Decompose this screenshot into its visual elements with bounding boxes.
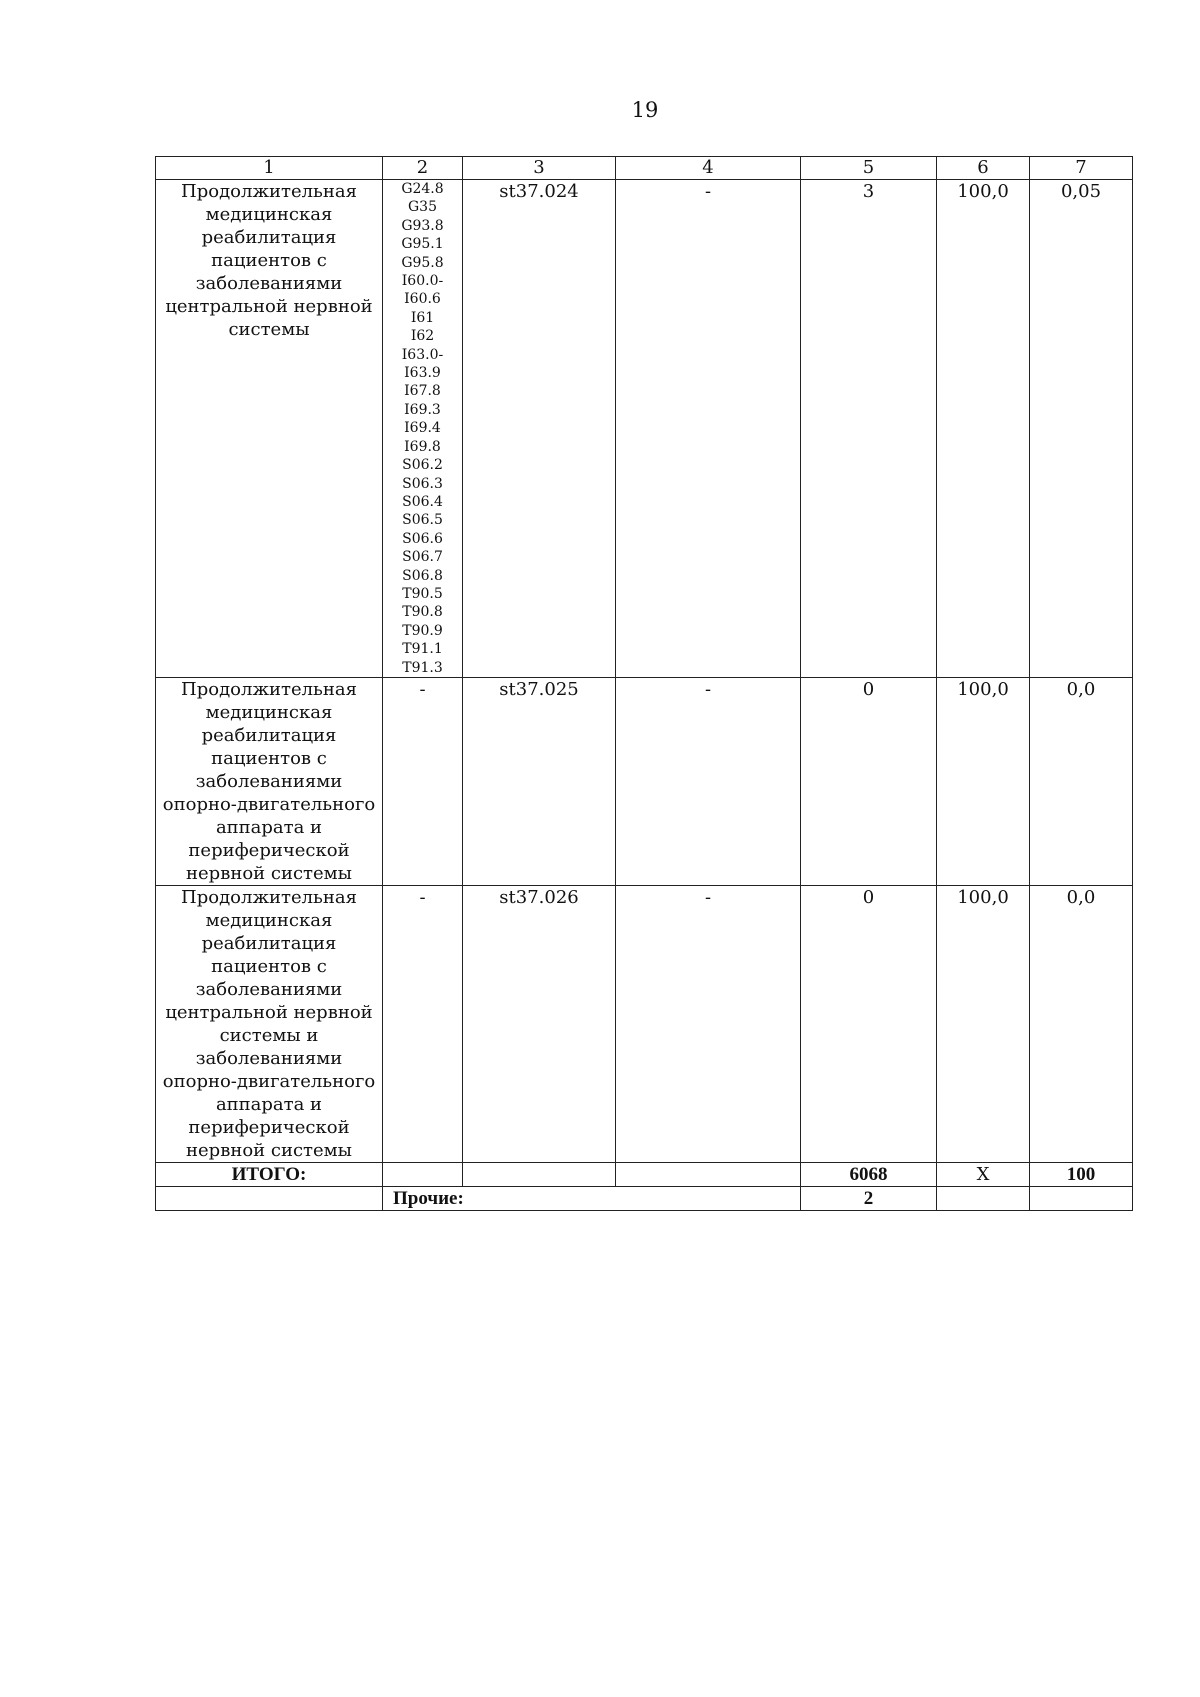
- col5-cell: 0: [801, 677, 937, 885]
- page-number: 19: [631, 98, 659, 122]
- header-cell: 6: [937, 157, 1030, 180]
- tariff-table: [155, 156, 1133, 1211]
- table-row: [156, 885, 1133, 1162]
- other-col5: 2: [801, 1186, 937, 1210]
- ksg-code-cell: st37.024: [463, 180, 616, 678]
- empty-cell: [463, 1162, 616, 1186]
- header-cell: 2: [383, 157, 463, 180]
- other-row: [156, 1186, 1133, 1210]
- col7-cell: 0,0: [1030, 677, 1133, 885]
- header-cell: 4: [616, 157, 801, 180]
- table-row: [156, 677, 1133, 885]
- col7-cell: 0,0: [1030, 885, 1133, 1162]
- header-cell: 5: [801, 157, 937, 180]
- empty-cell: [1030, 1186, 1133, 1210]
- col6-cell: 100,0: [937, 180, 1030, 678]
- empty-cell: [156, 1186, 383, 1210]
- profile-name-cell: Продолжительная медицинская реабилитация пациентов с заболеваниями опорно-двигательного аппарата и периферической нервной системы: [156, 677, 383, 885]
- header-row: [156, 157, 1133, 180]
- col6-cell: 100,0: [937, 885, 1030, 1162]
- profile-name-cell: Продолжительная медицинская реабилитация пациентов с заболеваниями центральной нервной системы: [156, 180, 383, 678]
- total-col6: Х: [937, 1162, 1030, 1186]
- diagnosis-codes-cell: G24.8 G35 G93.8 G95.1 G95.8 I60.0- I60.6 I61 I62 I63.0- I63.9 I67.8 I69.3 I69.4 I69.8 S06.2 S06.3 S06.4 S06.5 S06.6 S06.7 S06.8 T90.5 T90.8 T90.9 T91.1 T91.3: [383, 180, 463, 678]
- ksg-code-cell: st37.025: [463, 677, 616, 885]
- ksg-code-cell: st37.026: [463, 885, 616, 1162]
- col4-cell: -: [616, 677, 801, 885]
- col6-cell: 100,0: [937, 677, 1030, 885]
- col5-cell: 3: [801, 180, 937, 678]
- total-label: ИТОГО:: [156, 1162, 383, 1186]
- other-label: Прочие:: [383, 1186, 801, 1210]
- diagnosis-codes-cell: -: [383, 677, 463, 885]
- header-cell: 3: [463, 157, 616, 180]
- col4-cell: -: [616, 885, 801, 1162]
- header-cell: 7: [1030, 157, 1133, 180]
- col5-cell: 0: [801, 885, 937, 1162]
- header-cell: 1: [156, 157, 383, 180]
- empty-cell: [937, 1186, 1030, 1210]
- col4-cell: -: [616, 180, 801, 678]
- empty-cell: [616, 1162, 801, 1186]
- total-col5: 6068: [801, 1162, 937, 1186]
- profile-name-cell: Продолжительная медицинская реабилитация пациентов с заболеваниями центральной нервной системы и заболеваниями опорно-двигательного аппарата и периферической нервной системы: [156, 885, 383, 1162]
- empty-cell: [383, 1162, 463, 1186]
- table-row: [156, 180, 1133, 678]
- diagnosis-codes-cell: -: [383, 885, 463, 1162]
- col7-cell: 0,05: [1030, 180, 1133, 678]
- total-row: [156, 1162, 1133, 1186]
- total-col7: 100: [1030, 1162, 1133, 1186]
